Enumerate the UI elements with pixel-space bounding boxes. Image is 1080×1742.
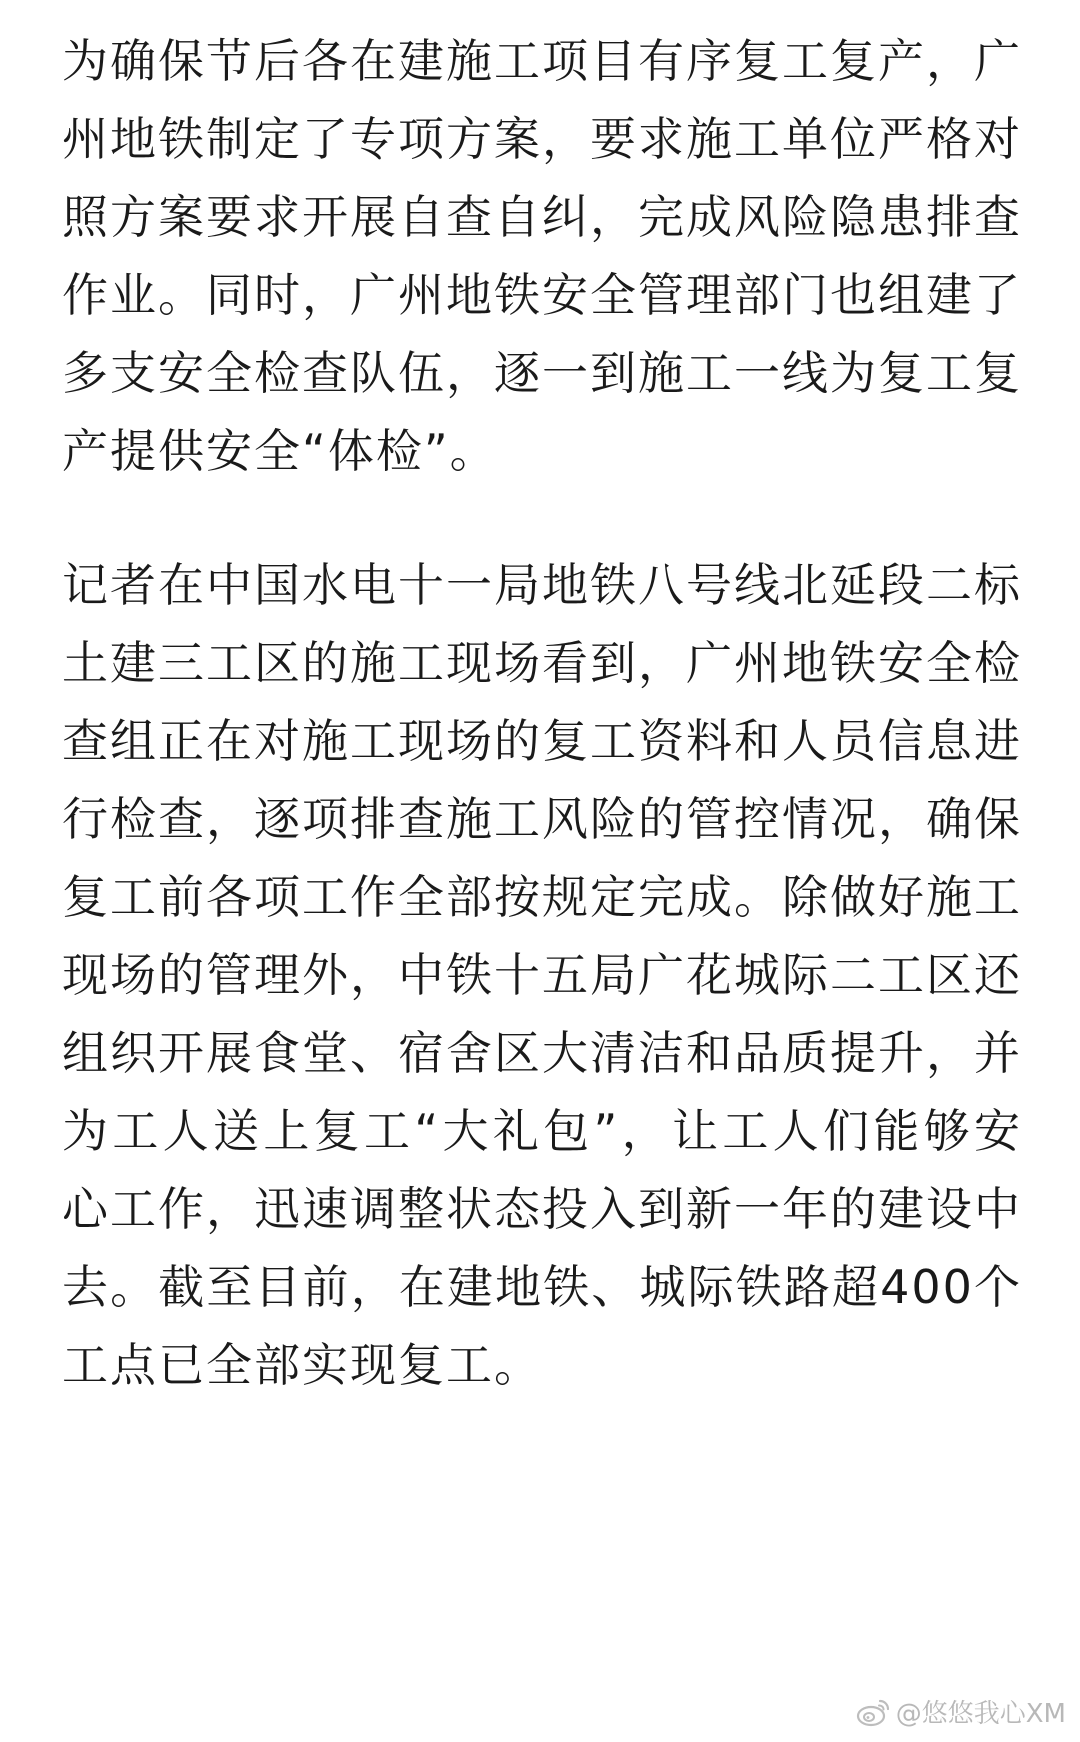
watermark-text: @悠悠我心XM [895,1699,1066,1729]
article-paragraph-2: 记者在中国水电十一局地铁八号线北延段二标土建三工区的施工现场看到，广州地铁安全检查组正在对施工现场的复工资料和人员信息进行检查，逐项排查施工风险的管控情况，确保复工前各项工作全部按规定完成。除做好施工现场的管理外，中铁十五局广花城际二工区还组织开展食堂、宿舍区大清洁和品质提升，并为工人送上复工“大礼包”，让工人们能够安心工作，迅速调整状态投入到新一年的建设中去。截至目前，在建地铁、城际铁路超400个工点已全部实现复工。 [62,558,1022,1392]
watermark [856,1693,1066,1730]
article-body [62,22,1022,1404]
article-paragraph-1: 为确保节后各在建施工项目有序复工复产，广州地铁制定了专项方案，要求施工单位严格对照方案要求开展自查自纠，完成风险隐患排查作业。同时，广州地铁安全管理部门也组建了多支安全检查队伍，逐一到施工一线为复工复产提供安全“体检”。 [62,34,1022,478]
weibo-icon [856,1697,890,1727]
